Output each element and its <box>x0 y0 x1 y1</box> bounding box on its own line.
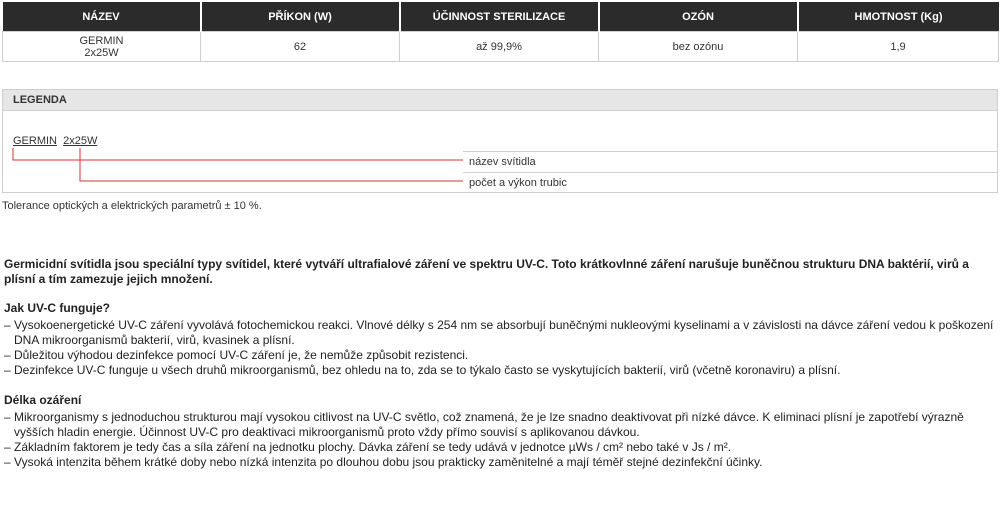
table-row <box>3 32 999 62</box>
legend-box <box>2 89 998 193</box>
list-item: – Základním faktorem je tedy čas a síla záření na jednotku plochy. Dávka záření se tedy udává v jednotce µWs / cm² nebo také v Js / m². <box>4 440 996 455</box>
list-item: – Mikroorganismy s jednoduchou strukturou mají vysokou citlivost na UV-C světlo, což znamená, že je lze snadno deaktivovat při nízké dávce. K eliminaci plísní je zapotřebí výrazně vyšších hladin energie. Účinnost UV-C pro deaktivaci mikroorganismů proto vždy přímo souvisí s aplikovanou dávkou. <box>4 410 996 440</box>
cell-power: 62 <box>201 32 400 62</box>
list-item: – Vysoká intenzita během krátké doby nebo nízká intenzita po dlouhou dobu jsou prakticky zaměnitelné a mají téměř stejné dezinfekční účinky. <box>4 455 996 470</box>
header-efficiency: ÚČINNOST STERILIZACE <box>400 2 599 32</box>
header-weight: HMOTNOST (Kg) <box>798 2 999 32</box>
section-title-uvc: Jak UV-C funguje? <box>4 301 111 315</box>
cell-name-line1: GERMIN <box>79 34 124 47</box>
section-title-exposure: Délka ozáření <box>4 393 82 407</box>
list-item: – Vysokoenergetické UV-C záření vyvolává fotochemickou reakci. Vlnové délky s 254 nm se absorbují buněčnými nukleovými kyselinami a v závislosti na dávce záření vedou k poškození DNA mikroorganismů bakterií, virů, kvasinek a plísní. <box>4 318 996 348</box>
list-item: – Dezinfekce UV-C funguje u všech druhů mikroorganismů, bez ohledu na to, zda se to týkalo často se vyskytujících bakterií, virů (včetně koronaviru) a plísní. <box>4 363 996 378</box>
description <box>4 257 996 485</box>
spec-table <box>2 2 999 62</box>
legend-title: LEGENDA <box>3 90 997 111</box>
legend-line-code <box>80 148 463 181</box>
cell-weight: 1,9 <box>798 32 999 62</box>
header-ozone: OZÓN <box>599 2 798 32</box>
list-item: – Důležitou výhodou dezinfekce pomocí UV-C záření je, že nemůže způsobit rezistenci. <box>4 348 996 363</box>
table-header-row <box>3 2 999 32</box>
header-name: NÁZEV <box>3 2 201 32</box>
section-list-uvc <box>4 318 996 378</box>
header-power: PŘÍKON (W) <box>201 2 400 32</box>
section-list-exposure <box>4 410 996 470</box>
cell-name <box>3 32 201 62</box>
cell-ozone: bez ozónu <box>599 32 798 62</box>
tolerance-note: Tolerance optických a elektrických parametrů ± 10 %. <box>2 200 262 212</box>
cell-name-line2: 2x25W <box>84 46 119 59</box>
cell-efficiency: až 99,9% <box>400 32 599 62</box>
legend-sample-code: 2x25W <box>63 135 98 147</box>
intro-paragraph: Germicidní svítidla jsou speciální typy svítidel, které vytváří ultrafialové záření ve spektru UV-C. Toto krátkovlnné záření narušuje buněčnou strukturu DNA baktérií, virů a plísní a tím zamezuje jejich množení. <box>4 257 969 286</box>
legend-connector-lines <box>3 90 463 194</box>
legend-sample-name: GERMIN <box>13 135 57 147</box>
legend-row-name: název svítidla <box>463 151 997 173</box>
legend-row-code: počet a výkon trubic <box>463 172 997 194</box>
